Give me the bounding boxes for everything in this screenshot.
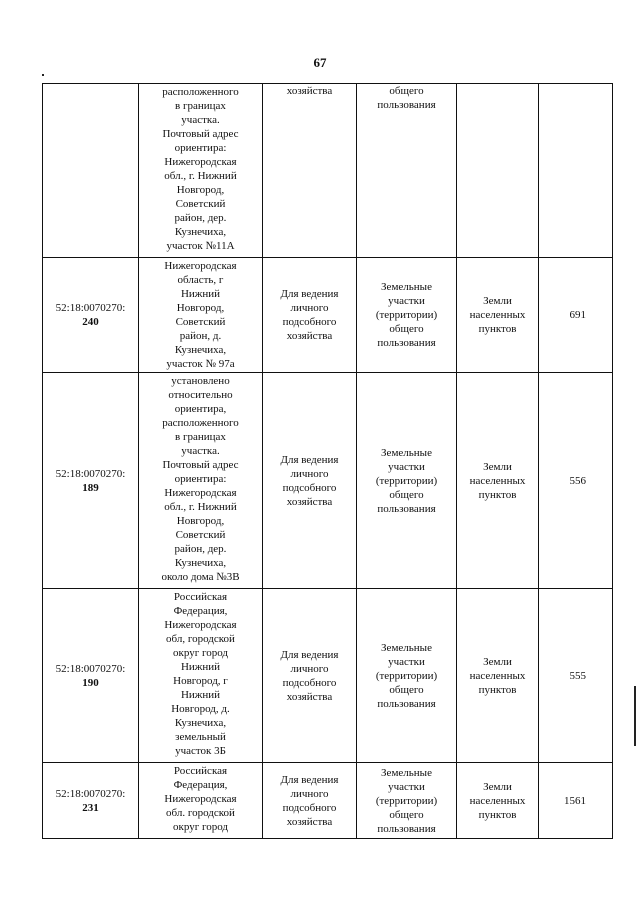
area-cell [539, 84, 613, 258]
table-row [43, 258, 613, 373]
land-category-cell: Земельные участки (территории) общего пользования [357, 763, 457, 839]
table-row [43, 763, 613, 839]
area-cell: 556 [539, 373, 613, 589]
land-type-cell [457, 84, 539, 258]
area-cell: 555 [539, 589, 613, 763]
permitted-use-cell: Для ведения личного подсобного хозяйства [263, 258, 357, 373]
address-cell: Нижегородская область, г Нижний Новгород, Советский район, д. Кузнечиха, участок № 97а [139, 258, 263, 373]
cadastral-number-cell: 52:18:0070270: 190 [43, 589, 139, 763]
cadastral-number-cell: 52:18:0070270: 189 [43, 373, 139, 589]
scan-edge-mark [634, 686, 636, 746]
land-type-cell: Земли населенных пунктов [457, 763, 539, 839]
permitted-use-cell: хозяйства [263, 84, 357, 258]
scan-dot [42, 74, 44, 76]
address-cell: Российская Федерация, Нижегородская обл, городской округ город Нижний Новгород, г Нижний Новгород, д. Кузнечиха, земельный участок 3Б [139, 589, 263, 763]
cadastral-number-cell [43, 84, 139, 258]
area-cell: 691 [539, 258, 613, 373]
land-category-cell: Земельные участки (территории) общего пользования [357, 589, 457, 763]
land-type-cell: Земли населенных пунктов [457, 589, 539, 763]
address-cell: установлено относительно ориентира, расположенного в границах участка. Почтовый адрес ориентира: Нижегородская обл., г. Нижний Новгород, Советский район, дер. Кузнечиха, около дома №3В [139, 373, 263, 589]
land-category-cell: общего пользования [357, 84, 457, 258]
table-row [43, 589, 613, 763]
permitted-use-cell: Для ведения личного подсобного хозяйства [263, 373, 357, 589]
address-cell: Российская Федерация, Нижегородская обл. городской округ город [139, 763, 263, 839]
land-type-cell: Земли населенных пунктов [457, 373, 539, 589]
land-type-cell: Земли населенных пунктов [457, 258, 539, 373]
area-cell: 1561 [539, 763, 613, 839]
permitted-use-cell: Для ведения личного подсобного хозяйства [263, 763, 357, 839]
land-parcels-table [42, 83, 613, 839]
table-row [43, 84, 613, 258]
address-cell: расположенного в границах участка. Почтовый адрес ориентира: Нижегородская обл., г. Нижний Новгород, Советский район, дер. Кузнечиха, участок №11А [139, 84, 263, 258]
land-category-cell: Земельные участки (территории) общего пользования [357, 258, 457, 373]
permitted-use-cell: Для ведения личного подсобного хозяйства [263, 589, 357, 763]
cadastral-number-cell: 52:18:0070270: 240 [43, 258, 139, 373]
land-category-cell: Земельные участки (территории) общего пользования [357, 373, 457, 589]
page-number: 67 [313, 55, 327, 70]
table-row [43, 373, 613, 589]
cadastral-number-cell: 52:18:0070270: 231 [43, 763, 139, 839]
